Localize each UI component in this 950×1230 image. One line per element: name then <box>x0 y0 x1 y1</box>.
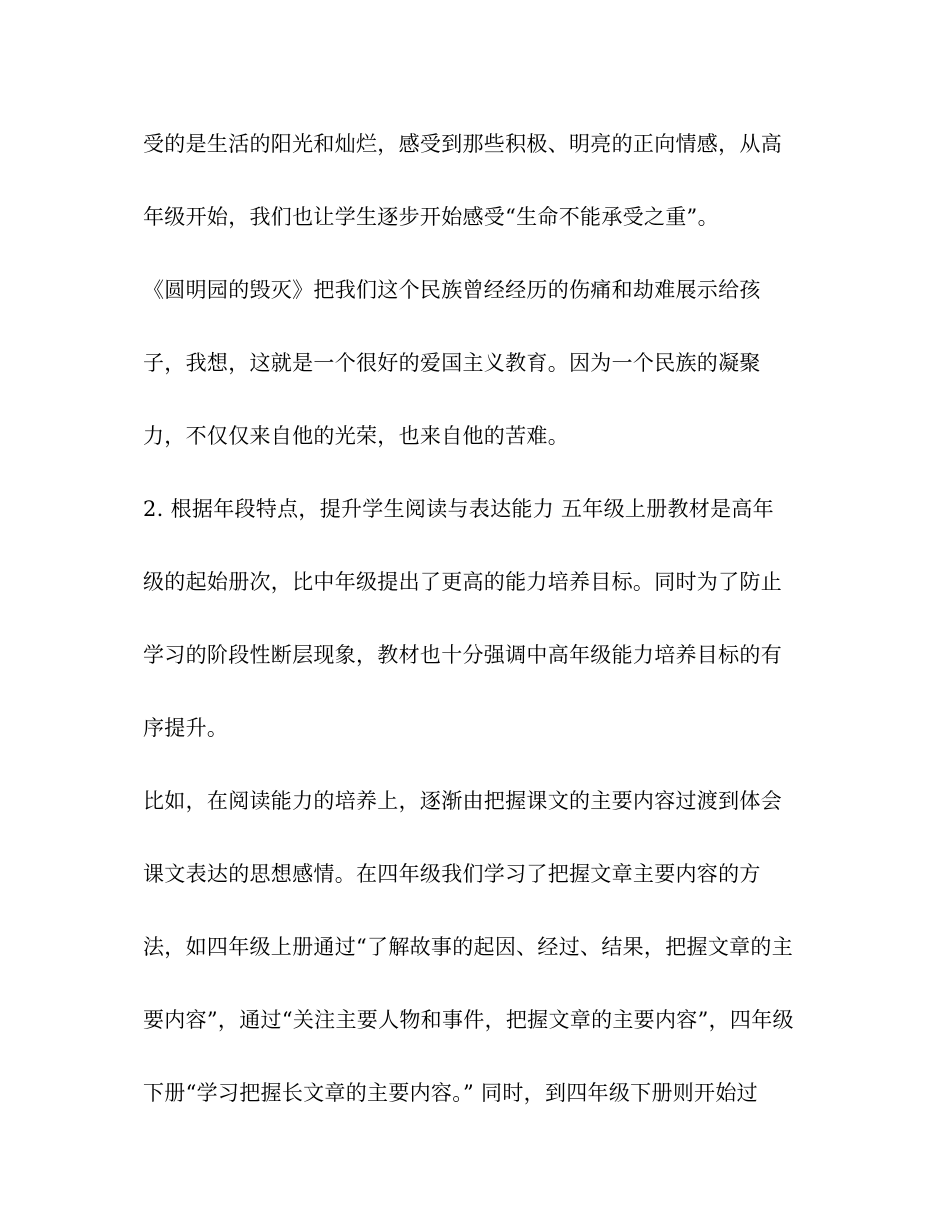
text-line: 级的起始册次，比中年级提出了更高的能力培养目标。同时为了防止 <box>143 570 782 594</box>
text-line: 子，我想，这就是一个很好的爱国主义教育。因为一个民族的凝聚 <box>143 351 761 375</box>
text-line: 年级开始，我们也让学生逐步开始感受“生命不能承受之重”。 <box>143 205 719 229</box>
text-line: 受的是生活的阳光和灿烂，感受到那些积极、明亮的正向情感，从高 <box>143 132 782 156</box>
text-line: 法，如四年级上册通过“了解故事的起因、经过、结果，把握文章的主 <box>143 935 794 959</box>
text-line: 《圆明园的毁灭》把我们这个民族曾经经历的伤痛和劫难展示给孩 <box>143 278 761 302</box>
text-line: 比如，在阅读能力的培养上，逐渐由把握课文的主要内容过渡到体会 <box>143 789 782 813</box>
text-line: 要内容”，通过“关注主要人物和事件，把握文章的主要内容”，四年级 <box>143 1008 794 1032</box>
text-line: 2. 根据年段特点，提升学生阅读与表达能力 五年级上册教材是高年 <box>143 497 774 521</box>
text-line: 课文表达的思想感情。在四年级我们学习了把握文章主要内容的方 <box>143 862 761 886</box>
text-line: 序提升。 <box>143 716 229 740</box>
text-line: 下册“学习把握长文章的主要内容。” 同时，到四年级下册则开始过 <box>143 1081 758 1105</box>
text-line: 力，不仅仅来自他的光荣，也来自他的苦难。 <box>143 424 569 448</box>
text-line: 学习的阶段性断层现象，教材也十分强调中高年级能力培养目标的有 <box>143 643 782 667</box>
